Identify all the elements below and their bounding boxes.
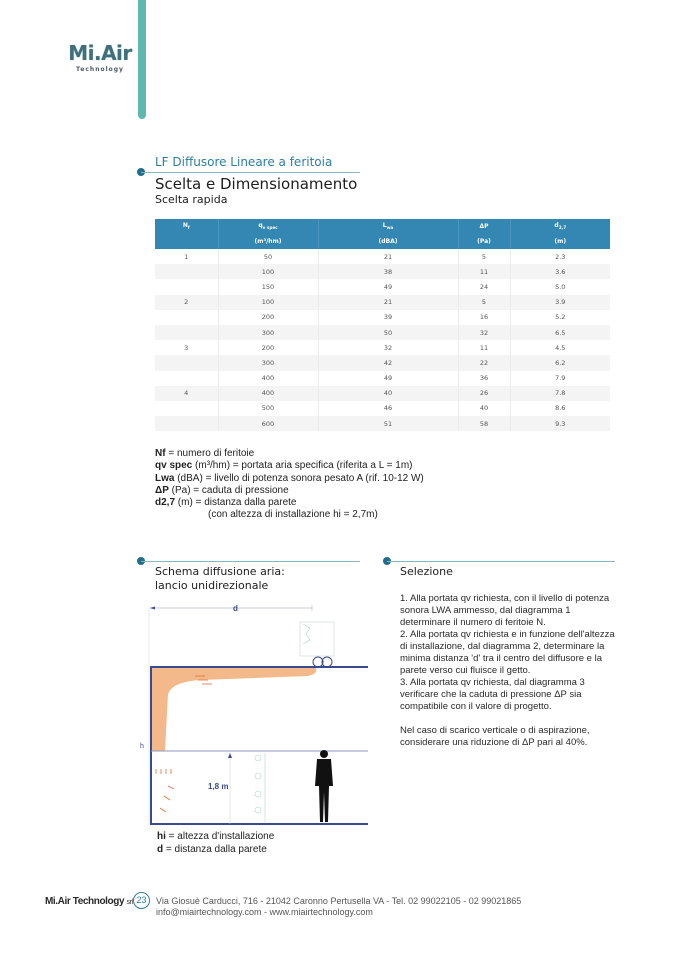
selection-step: 1. Alla portata qv richiesta, con il livello di potenza sonora LWA ammesso, dal diagramma 1 determinare il numero di feritoie N. [400, 593, 610, 628]
legend-unit: (m³/hm) [192, 460, 231, 472]
table-cell [155, 371, 218, 386]
legend-term: qv spec [155, 460, 193, 472]
table-cell: 8.6 [555, 404, 566, 413]
airflow-arrows [156, 769, 174, 812]
table-cell: 400 [218, 386, 318, 401]
legend-row [155, 497, 424, 509]
d-arrow-icon [150, 607, 155, 610]
legend-row [155, 448, 424, 460]
table-cell: 5 [458, 249, 510, 264]
table-cell: 3.6 [510, 264, 610, 279]
table-row [155, 416, 610, 431]
table-cell [155, 310, 218, 325]
d-label: d [233, 604, 238, 613]
table-row [155, 249, 610, 264]
table-cell: 11 [458, 340, 510, 355]
legend-unit: (Pa) [168, 484, 191, 496]
table-cell: 4.5 [555, 343, 566, 352]
unit-qv: (m³/hm) [218, 234, 318, 249]
table-cell: 150 [218, 279, 318, 294]
plenum-box [300, 622, 334, 656]
schema-title-line2: lancio unidirezionale [155, 579, 269, 592]
unit-d27: (m) [510, 234, 610, 249]
logo-wordmark: Mi.Air [68, 41, 132, 65]
quick-selection-table [155, 219, 610, 431]
table-cell [155, 416, 218, 431]
legend-term: Lwa [155, 472, 175, 484]
table-cell: 39 [318, 310, 458, 325]
table-cell [155, 401, 218, 416]
table-cell: 4 [155, 386, 218, 401]
legend-row-hi: hi = altezza d'installazione [157, 831, 275, 842]
table-cell [155, 279, 218, 294]
logo-tagline: Technology [76, 66, 124, 73]
table-cell [155, 325, 218, 340]
table-cell: 200 [218, 310, 318, 325]
legend-row [155, 485, 424, 497]
table-cell: 21 [318, 249, 458, 264]
table-cell: 200 [218, 340, 318, 355]
table-cell: 51 [318, 416, 458, 431]
table-cell: 38 [318, 264, 458, 279]
table-row [155, 371, 610, 386]
legend-def: = caduta di pressione [190, 484, 289, 496]
table-cell: 6.5 [510, 325, 610, 340]
footer-contacts[interactable]: info@miairtechnology.com - www.miairtechnology.com [156, 907, 373, 917]
symbol-legend [155, 448, 424, 522]
table-row [155, 279, 610, 294]
table-cell [155, 355, 218, 370]
diagram-legend [157, 831, 274, 856]
legend-term: ΔP [155, 484, 169, 496]
column-header-d27: $d_{2,7}$ [510, 219, 610, 234]
table-cell: 21 [318, 295, 458, 310]
table-cell: 5 [458, 295, 510, 310]
table-cell: 32 [458, 325, 510, 340]
page-title: Scelta e Dimensionamento [155, 175, 358, 193]
table-row [155, 386, 610, 401]
accent-bar [138, 0, 146, 119]
height-label: 1,8 m [208, 782, 229, 791]
table-cell: 300 [218, 325, 318, 340]
legend-row [155, 473, 424, 485]
table-cell: 50 [318, 325, 458, 340]
section-divider [141, 172, 360, 173]
table-cell: 600 [218, 416, 318, 431]
footer-address [156, 896, 521, 918]
table-cell: 26 [458, 386, 510, 401]
schema-title-line1: Schema diffusione aria: [155, 565, 285, 578]
selection-step: 2. Alla portata qv richiesta e in funzione dell'altezza di installazione, dal diagramma 2, determinare la minima distanza 'd' tra il centro del diffusore e la parete verso cui fluisce il getto. [400, 629, 615, 676]
unit-nf [155, 234, 218, 249]
table-cell: 36 [458, 371, 510, 386]
company-logo [64, 42, 136, 73]
table-row [155, 295, 610, 310]
table-row [155, 264, 610, 279]
table-cell: 22 [458, 355, 510, 370]
table-row [155, 355, 610, 370]
table-row [155, 401, 610, 416]
footer-brand: Mi.Air Technology srl [45, 896, 133, 907]
table-cell: 58 [458, 416, 510, 431]
table-cell: 16 [458, 310, 510, 325]
table-cell: 50 [218, 249, 318, 264]
table-row [155, 340, 610, 355]
legend-term: Nf [155, 448, 166, 459]
legend-unit: (dBA) [174, 472, 203, 484]
person-silhouette-icon [315, 750, 333, 822]
table-cell: 40 [318, 386, 458, 401]
unit-dp: (Pa) [458, 234, 510, 249]
column-header-lwa: $L_{wa}$ [318, 219, 458, 234]
legend-note: (con altezza di installazione hi = 2,7m) [208, 509, 378, 521]
table-cell: 5.2 [555, 313, 566, 322]
table-cell [155, 264, 218, 279]
table-cell: 11 [458, 264, 510, 279]
column-header-nf: $N_f$ [155, 219, 218, 234]
table-cell: 7.9 [555, 374, 566, 383]
table-cell: 3.9 [510, 295, 610, 310]
legend-row-d: d = distanza dalla parete [157, 843, 267, 855]
table-cell: 40 [458, 401, 510, 416]
table-row [155, 325, 610, 340]
table-cell: 2.3 [555, 252, 566, 261]
table-cell: 400 [218, 371, 318, 386]
legend-def: = livello di potenza sonora pesato A (rif. 10-12 W) [202, 472, 424, 484]
column-header-dp: ΔP [458, 219, 510, 234]
column-header-qv: $q_{v spec}$ [218, 219, 318, 234]
table-cell: 2 [155, 295, 218, 310]
table-cell: 49 [318, 279, 458, 294]
footer-address-line: Via Giosuè Carducci, 716 - 21042 Caronno Pertusella VA - Tel. 02 99022105 - 02 99021865 [156, 896, 522, 906]
section-divider [387, 561, 615, 562]
legend-unit: (m) [175, 497, 193, 509]
table-cell: 49 [318, 371, 458, 386]
schema-title [155, 565, 285, 593]
unit-lwa: (dBA) [318, 234, 458, 249]
selection-instructions [400, 593, 615, 749]
table-cell: 7.8 [510, 386, 610, 401]
air-diffusion-diagram [140, 596, 370, 826]
table-cell: 46 [318, 401, 458, 416]
table-row [155, 310, 610, 325]
table-cell: 32 [318, 340, 458, 355]
selection-title: Selezione [400, 565, 453, 578]
product-line-title: LF Diffusore Lineare a feritoia [155, 155, 333, 169]
legend-def: = numero di feritoie [165, 448, 255, 459]
legend-term: d2,7 [155, 497, 176, 509]
table-cell: 5.0 [555, 282, 566, 291]
legend-def: = distanza dalla parete [192, 497, 297, 509]
table-cell: 9.3 [510, 416, 610, 431]
table-cell: 100 [218, 295, 318, 310]
legend-def: = portata aria specifica (riferita a L = 1m) [230, 460, 413, 472]
table-cell: 500 [218, 401, 318, 416]
table-cell: 300 [218, 355, 318, 370]
selection-step: 3. Alla portata qv richiesta, dal diagramma 3 verificare che la caduta di pressione ΔP sia compatibile con il valore di progetto. [400, 677, 585, 712]
table-cell: 100 [218, 264, 318, 279]
table-cell: 24 [458, 279, 510, 294]
table-cell: 3 [155, 340, 218, 355]
table-cell: 6.2 [510, 355, 610, 370]
hi-label: h [140, 743, 144, 750]
table-cell: 1 [155, 249, 218, 264]
airflow-jet [152, 668, 316, 751]
table-cell: 42 [318, 355, 458, 370]
page-subtitle: Scelta rapida [155, 193, 228, 206]
selection-note: Nel caso di scarico verticale o di aspirazione, considerare una riduzione di ΔP pari al 40%. [400, 725, 590, 748]
legend-row [155, 460, 424, 472]
page-number: 23 [133, 892, 150, 909]
section-divider [141, 561, 360, 562]
